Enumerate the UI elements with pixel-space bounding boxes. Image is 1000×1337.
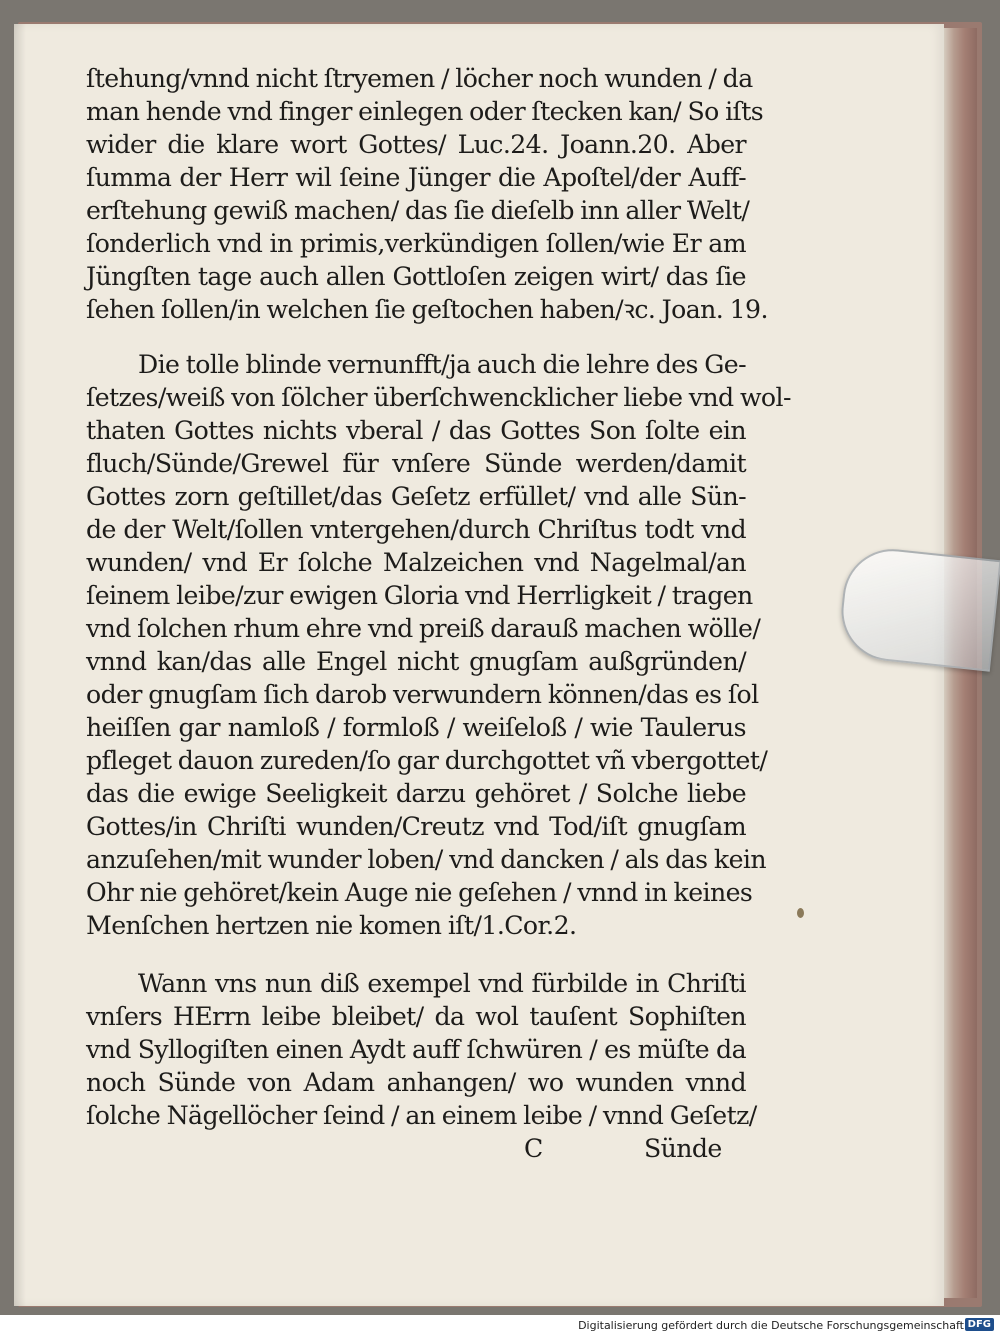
text-line: Gottes/in Chriſti wunden/Creutz vnd Tod/iſt gnugſam	[86, 812, 746, 841]
text-line: man hende vnd finger einlegen oder ſtecken kan/ So iſts	[86, 97, 764, 126]
text-line: de der Welt/ſollen vntergehen/durch Chriſtus todt vnd	[86, 515, 746, 544]
page-footer-line	[86, 1132, 746, 1165]
text-line: Ohr nie gehöret/kein Auge nie geſehen / vnnd in keines	[86, 878, 753, 907]
catchword: Sünde	[644, 1134, 722, 1163]
text-line: das die ewige Seeligkeit darzu gehöret / Solche liebe	[86, 779, 746, 808]
text-line: Gottes zorn geſtillet/das Geſetz erfüllet/ vnd alle Sün-	[86, 482, 746, 511]
dfg-logo-icon: DFG	[965, 1318, 994, 1331]
text-line: wider die klare wort Gottes/ Luc.24. Joann.20. Aber	[86, 130, 746, 159]
gutter-shadow	[14, 24, 26, 1306]
page-text	[86, 62, 791, 1165]
digitization-footer	[0, 1315, 1000, 1337]
text-line: thaten Gottes nichts vberal / das Gottes Son ſolte ein	[86, 416, 746, 445]
text-line: Die tolle blinde vernunfft/ja auch die lehre des Ge-	[138, 350, 746, 379]
text-line: erſtehung gewiß machen/ das ſie dieſelb inn aller Welt/	[86, 196, 750, 225]
text-line: Wann vns nun diß exempel vnd fürbilde in Chriſti	[138, 969, 746, 998]
text-line: ſeinem leibe/zur ewigen Gloria vnd Herrligkeit / tragen	[86, 581, 753, 610]
signature-mark: C	[524, 1134, 543, 1163]
text-line: ſehen ſollen/in welchen ſie geſtochen haben/ꝛc. Joan. 19.	[86, 295, 768, 324]
text-line: fluch/Sünde/Grewel für vnſere Sünde werden/damit	[86, 449, 746, 478]
funding-credit: Digitalisierung gefördert durch die Deutsche Forschungsgemeinschaft	[578, 1319, 964, 1332]
text-line: vnd Syllogiſten einen Aydt auff ſchwüren / es müſte da	[86, 1035, 746, 1064]
paper-spot	[797, 908, 804, 918]
text-line: vnſers HErrn leibe bleibet/ da wol tauſent Sophiſten	[86, 1002, 746, 1031]
text-line: oder gnugſam ſich darob verwundern können/das es ſol	[86, 680, 759, 709]
text-line: wunden/ vnd Er ſolche Malzeichen vnd Nagelmal/an	[86, 548, 746, 577]
text-line: ſonderlich vnd in primis,verkündigen ſollen/wie Er am	[86, 229, 746, 258]
text-line: noch Sünde von Adam anhangen/ wo wunden vnnd	[86, 1068, 746, 1097]
text-line: ſolche Nägellöcher ſeind / an einem leibe / vnnd Geſetz/	[86, 1101, 757, 1130]
text-line: Menſchen hertzen nie komen iſt/1.Cor.2.	[86, 911, 577, 940]
text-line: pfleget dauon zureden/ſo gar durchgottet vñ vbergottet/	[86, 746, 768, 775]
text-line: Jüngſten tage auch allen Gottloſen zeigen wirt/ das ſie	[86, 262, 746, 291]
text-line: vnd ſolchen rhum ehre vnd preiß darauß machen wölle/	[86, 614, 761, 643]
text-line: anzuſehen/mit wunder loben/ vnd dancken / als das kein	[86, 845, 766, 874]
text-line: ſumma der Herr wil ſeine Jünger die Apoſtel/der Auff-	[86, 163, 746, 192]
text-line: ſetzes/weiß von ſölcher überſchwencklicher liebe vnd wol-	[86, 383, 791, 412]
text-line: vnnd kan/das alle Engel nicht gnugſam außgründen/	[86, 647, 746, 676]
text-line: heiſſen gar namloß / formloß / weiſeloß / wie Taulerus	[86, 713, 746, 742]
text-line: ſtehung/vnnd nicht ſtryemen / löcher noch wunden / da	[86, 64, 753, 93]
